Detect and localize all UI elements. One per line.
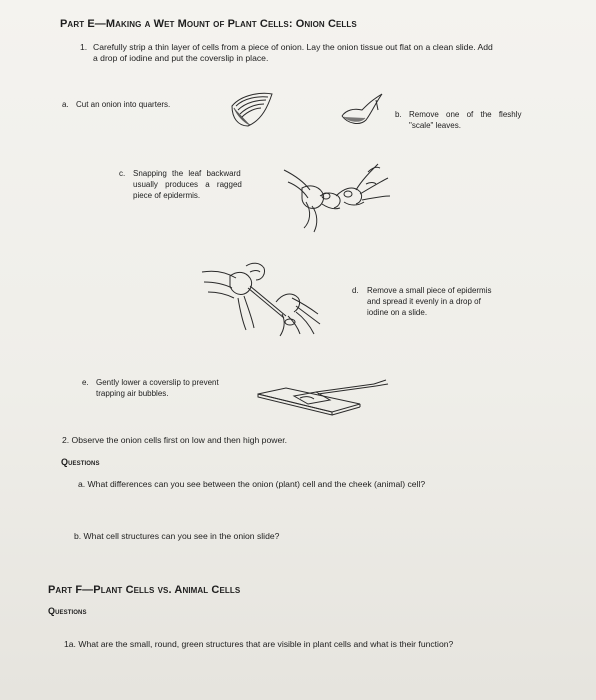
step-2-text: 2. Observe the onion cells first on low and then high power. bbox=[62, 435, 288, 445]
substep-b-text-line2: "scale" leaves. bbox=[409, 121, 461, 130]
substep-c-text-line3: piece of epidermis. bbox=[133, 191, 201, 200]
substep-e-letter: e. bbox=[82, 378, 89, 387]
coverslip-slide-illustration bbox=[256, 378, 390, 418]
hands-snapping-leaf-illustration bbox=[282, 152, 392, 240]
substep-e-text-line1: Gently lower a coverslip to prevent bbox=[96, 378, 219, 387]
step-1-number: 1. bbox=[80, 42, 88, 52]
substep-a-text: Cut an onion into quarters. bbox=[76, 100, 171, 109]
substep-d-text-line3: iodine on a slide. bbox=[367, 308, 428, 317]
substep-a-letter: a. bbox=[62, 100, 69, 109]
step-1-text-line1: Carefully strip a thin layer of cells from a piece of onion. Lay the onion tissue out flat on a clean slide. Add bbox=[93, 42, 493, 52]
onion-quarter-illustration bbox=[228, 92, 274, 128]
question-a: a. What differences can you see between the onion (plant) cell and the cheek (animal) cell? bbox=[78, 479, 426, 489]
question-b: b. What cell structures can you see in the onion slide? bbox=[74, 531, 280, 541]
substep-d-letter: d. bbox=[352, 286, 359, 295]
substep-d-text-line2: and spread it evenly in a drop of bbox=[367, 297, 481, 306]
onion-scale-leaf-illustration bbox=[340, 92, 384, 130]
part-e-title: Part E—Making a Wet Mount of Plant Cells: Onion Cells bbox=[60, 18, 357, 30]
substep-d-text-line1: Remove a small piece of epidermis bbox=[367, 286, 492, 295]
part-e-questions-heading: Questions bbox=[61, 457, 100, 467]
substep-b-letter: b. bbox=[395, 110, 402, 119]
substep-e-text-line2: trapping air bubbles. bbox=[96, 389, 169, 398]
question-1a: 1a. What are the small, round, green structures that are visible in plant cells and what is their function? bbox=[64, 639, 454, 649]
spreading-epidermis-illustration bbox=[200, 258, 324, 342]
step-1-text-line2: a drop of iodine and put the coverslip in place. bbox=[93, 53, 269, 63]
part-f-title: Part F—Plant Cells vs. Animal Cells bbox=[48, 584, 241, 596]
substep-b-text-line1: Remove one of the fleshly bbox=[409, 110, 522, 119]
substep-c-letter: c. bbox=[119, 169, 126, 178]
substep-c-text-line2: usually produces a ragged bbox=[133, 180, 242, 189]
substep-c-text-line1: Snapping the leaf backward bbox=[133, 169, 241, 178]
part-f-questions-heading: Questions bbox=[48, 606, 87, 616]
